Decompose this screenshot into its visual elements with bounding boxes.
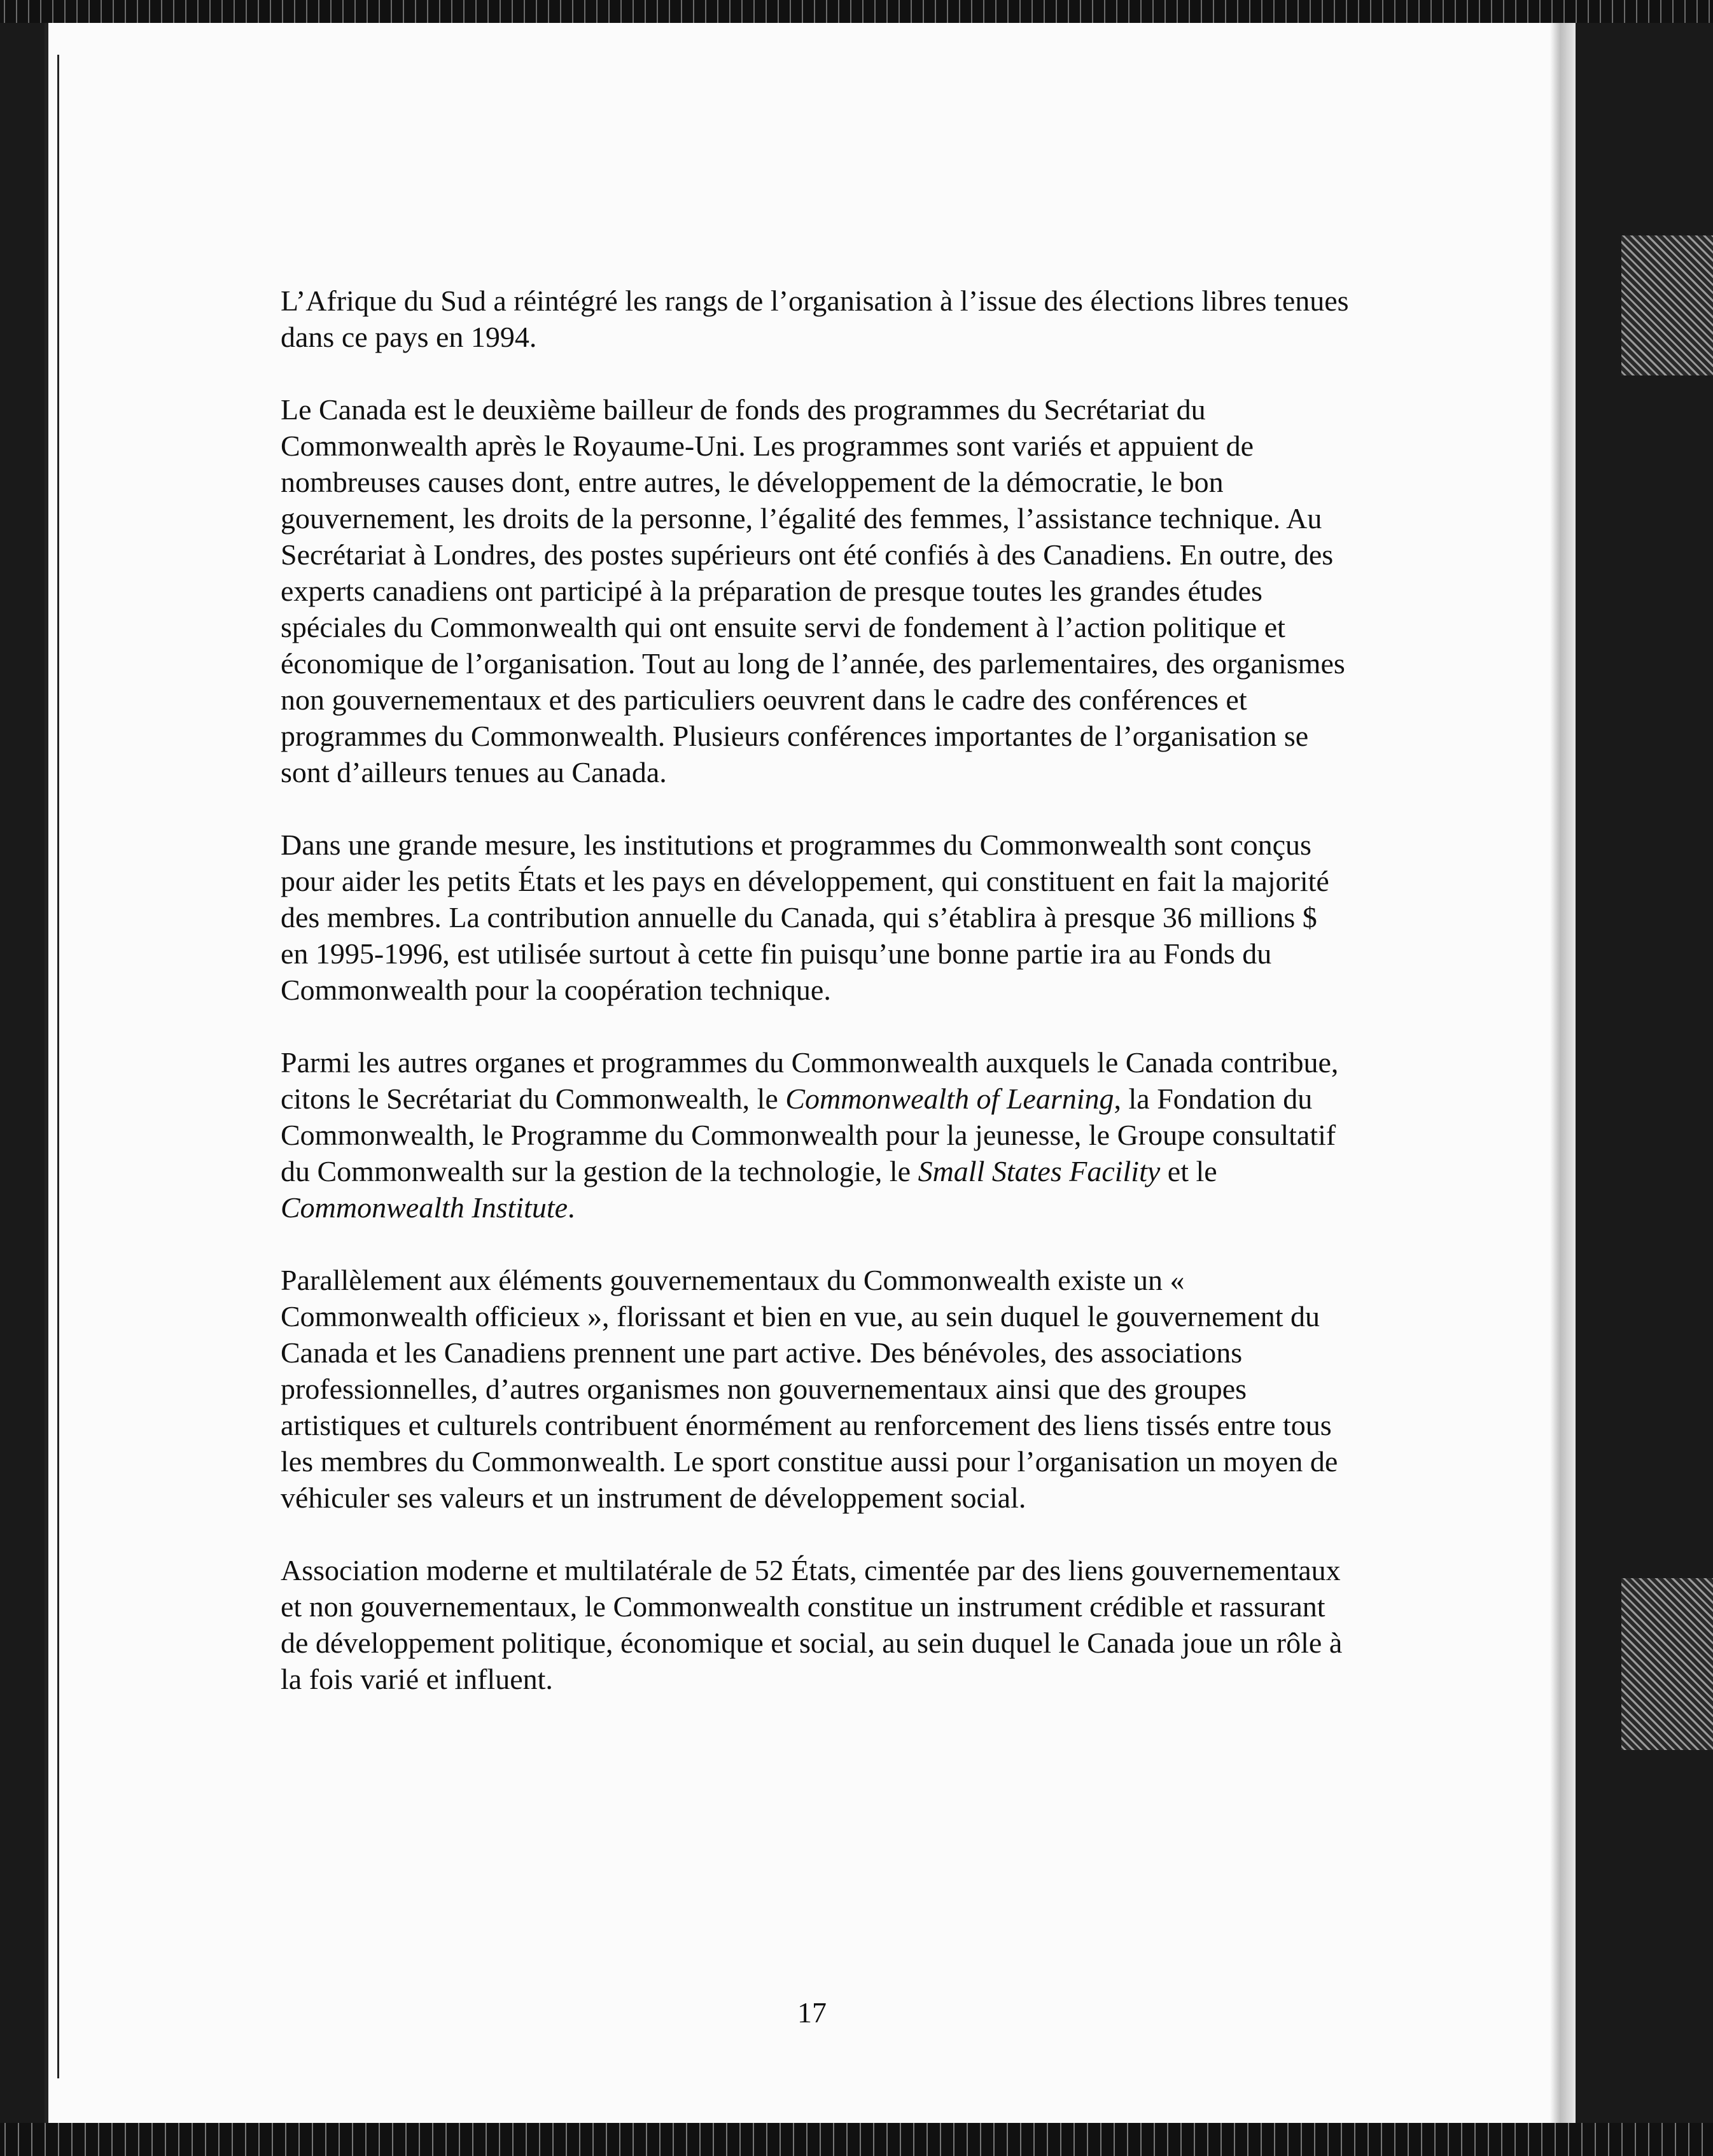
paragraph xyxy=(281,391,1350,790)
text-run: Parallèlement aux éléments gouvernementaux du Commonwealth existe un « Commonwealth officieux », florissant et bien en vue, au sein duquel le gouvernement du Canada et les Canadiens prennent une part active. Des bénévoles, des associations professionnelles, d’autres organismes non gouvernementaux ainsi que des groupes artistiques et culturels contribuent énormément au renforcement des liens tissés entre tous les membres du Commonwealth. Le sport constitue aussi pour l’organisation un moyen de véhiculer ses valeurs et un instrument de développement social. xyxy=(281,1264,1338,1514)
text-run: Dans une grande mesure, les institutions et programmes du Commonwealth sont conçus pour aider les petits États et les pays en développement, qui constituent en fait la majorité des membres. La contribution annuelle du Canada, qui s’établira à presque 36 millions $ en 1995-1996, est utilisée surtout à cette fin puisqu’une bonne partie ira au Fonds du Commonwealth pour la coopération technique. xyxy=(281,829,1329,1006)
page-gutter-shadow xyxy=(1550,23,1576,2123)
paragraph xyxy=(281,1044,1350,1226)
paragraph xyxy=(281,283,1350,355)
page-number: 17 xyxy=(797,1996,827,2029)
paragraph xyxy=(281,1552,1350,1697)
paragraph xyxy=(281,827,1350,1008)
text-run: Parmi les autres organes et programmes du Commonwealth auxquels le Canada contribue, citons le Secrétariat du Commonwealth, le xyxy=(281,1046,1339,1115)
page-left-rule xyxy=(57,55,59,2078)
scan-edge-tab xyxy=(1621,235,1713,375)
scan-bottom-edge xyxy=(0,2123,1713,2156)
text-run: Le Canada est le deuxième bailleur de fonds des programmes du Secrétariat du Commonwealth après le Royaume-Uni. Les programmes sont variés et appuient de nombreuses causes dont, entre autres, le développement de la démocratie, le bon gouvernement, les droits de la personne, l’égalité des femmes, l’assistance technique. Au Secrétariat à Londres, des postes supérieurs ont été confiés à des Canadiens. En outre, des experts canadiens ont participé à la préparation de presque toutes les grandes études spéciales du Commonwealth qui ont ensuite servi de fondement à l’action politique et économique de l’organisation. Tout au long de l’année, des parlementaires, des organismes non gouvernementaux et des particuliers oeuvrent dans le cadre des conférences et programmes du Commonwealth. Plusieurs conférences importantes de l’organisation se sont d’ailleurs tenues au Canada. xyxy=(281,393,1345,788)
italic-text: Small States Facility xyxy=(918,1155,1161,1187)
text-run: et le xyxy=(1160,1155,1217,1187)
text-run: L’Afrique du Sud a réintégré les rangs de l’organisation à l’issue des élections libres tenues dans ce pays en 1994. xyxy=(281,284,1349,353)
italic-text: Commonwealth of Learning xyxy=(785,1082,1114,1115)
text-run: Association moderne et multilatérale de 52 États, cimentée par des liens gouvernementaux et non gouvernementaux, le Commonwealth constitue un instrument crédible et rassurant de développement politique, économique et social, au sein duquel le Canada joue un rôle à la fois varié et influent. xyxy=(281,1554,1343,1695)
scan-edge-tab xyxy=(1621,1578,1713,1750)
document-page xyxy=(45,23,1576,2123)
scan-top-edge xyxy=(0,0,1713,23)
text-run: , la Fondation du Commonwealth, le Programme du Commonwealth pour la jeunesse, le Groupe consultatif du Commonwealth sur la gestion de la technologie, le xyxy=(281,1082,1336,1187)
italic-text: Commonwealth Institute xyxy=(281,1191,568,1224)
paragraph xyxy=(281,1262,1350,1516)
body-text xyxy=(281,283,1350,1733)
text-run: . xyxy=(568,1191,575,1224)
